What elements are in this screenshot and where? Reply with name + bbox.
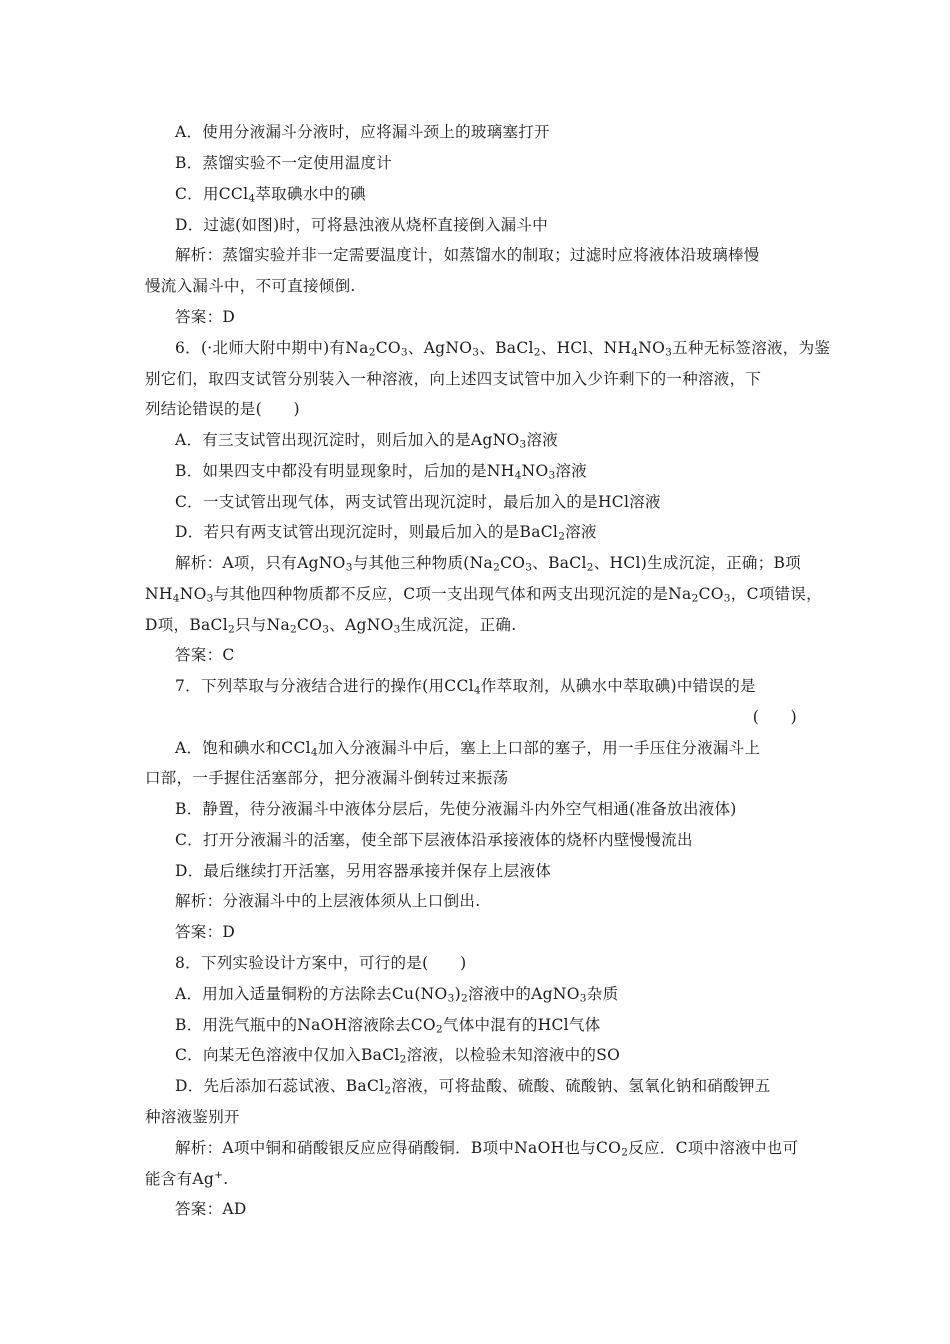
subscript: 4 [473,684,481,697]
text-run: 只与Na [235,616,291,634]
text-line [175,890,845,912]
text-run: 能含有Ag [145,1170,215,1188]
text-run: 溶液中的AgNO [467,985,580,1003]
subscript: 3 [345,561,353,574]
subscript: 2 [493,561,501,574]
text-run: C．打开分液漏斗的活塞，使全部下层液体沿承接液体的烧杯内壁慢慢流出 [175,831,693,849]
text-run: 溶液，以检验未知溶液中的SO [406,1046,621,1064]
text-line [175,183,845,205]
text-line [175,952,845,974]
text-line [145,1168,815,1190]
text-run: C．向某无色溶液中仅加入BaCl [175,1046,400,1064]
text-line [175,860,845,882]
subscript: 4 [514,469,522,482]
subscript: 3 [579,992,587,1005]
text-run: 种溶液鉴别开 [145,1108,240,1126]
subscript: 2 [368,346,376,359]
text-run: 8．下列实验设计方案中，可行的是( ) [175,954,467,972]
text-run: 溶液 [526,431,559,449]
text-line [175,1137,845,1159]
text-run: 答案：D [175,923,236,941]
text-run: 口部，一手握住活塞部分，把分液漏斗倒转过来振荡 [145,769,509,787]
text-run: 加入分液漏斗中后，塞上上口部的塞子，用一手压住分液漏斗上 [317,739,761,757]
text-run: NO [638,339,666,357]
text-run: 6．(·北师大附中期中)有Na [175,339,369,357]
text-line [145,398,815,420]
text-line [175,1198,845,1220]
text-run: A．有三支试管出现沉淀时，则后加入的是AgNO [175,431,520,449]
subscript: 3 [519,438,527,451]
text-run: CO [297,616,323,634]
text-run: 答案：AD [175,1200,247,1218]
subscript: 2 [384,1084,392,1097]
text-run: D．最后继续打开活塞，另用容器承接并保存上层液体 [175,862,552,880]
text-run: 与其他三种物质(Na [352,554,494,572]
text-line [175,798,845,820]
text-run: 解析：蒸馏实验并非一定需要温度计，如蒸馏水的制取；过滤时应将液体沿玻璃棒慢 [175,246,760,264]
text-run: 作萃取剂，从碘水中萃取碘)中错误的是 [480,677,756,695]
text-line [753,706,797,728]
text-run: B．如果四支中都没有明显现象时，后加的是NH [175,462,515,480]
subscript: 2 [621,1146,629,1159]
text-run: 溶液，可将盐酸、硫酸、硫酸钠、氢氧化钠和硝酸钾五 [391,1077,771,1095]
text-run: 慢流入漏斗中，不可直接倾倒. [145,277,356,295]
text-line [145,583,822,605]
text-run: B．用洗气瓶中的NaOH溶液除去CO [175,1016,436,1034]
text-run: B．静置，待分液漏斗中液体分层后，先使分液漏斗内外空气相通(准备放出液体) [175,800,737,818]
text-line [175,460,845,482]
subscript: 3 [665,346,673,359]
text-run: 气体中混有的HCl气体 [442,1016,601,1034]
text-run: 、BaCl [479,339,534,357]
subscript: 4 [172,592,180,605]
text-run: A．使用分液漏斗分液时，应将漏斗颈上的玻璃塞打开 [175,123,550,141]
text-line [175,121,845,143]
text-run: CO [375,339,401,357]
text-run: B．蒸馏实验不一定使用温度计 [175,154,393,172]
text-run: 列结论错误的是( ) [145,400,300,418]
subscript: 3 [206,592,214,605]
text-line [175,429,845,451]
text-run: 、AgNO [329,616,394,634]
text-line [175,644,845,666]
text-run: NO [521,462,549,480]
text-run: C．一支试管出现气体，两支试管出现沉淀时，最后加入的是HCl溶液 [175,493,661,511]
text-line [175,921,845,943]
text-line [175,1044,845,1066]
subscript: 3 [322,623,330,636]
subscript: 2 [290,623,298,636]
text-run: 、HCl、NH [540,339,632,357]
subscript: 2 [435,1023,443,1036]
text-line [145,1106,815,1128]
subscript: 4 [248,192,256,205]
text-line [175,337,845,359]
subscript: 3 [525,561,533,574]
text-run: 、BaCl [532,554,587,572]
text-line [175,552,845,574]
text-run: 溶液 [565,523,597,541]
subscript: 4 [310,746,318,759]
subscript: 2 [586,561,594,574]
text-run: A．用加入适量铜粉的方法除去Cu(NO [175,985,448,1003]
text-line [175,152,845,174]
text-line [175,675,845,697]
text-run: 与其他四种物质都不反应，C项一支出现气体和两支出现沉淀的是Na [213,585,692,603]
text-run: CO [500,554,526,572]
subscript: 2 [460,992,468,1005]
text-line [175,983,845,1005]
subscript: 3 [723,592,731,605]
subscript: 3 [548,469,556,482]
text-line [175,737,845,759]
text-line [175,491,845,513]
text-run: 解析：分液漏斗中的上层液体须从上口倒出. [175,892,481,910]
text-line [175,1014,845,1036]
text-run: . [223,1170,229,1188]
subscript: 2 [227,623,235,636]
text-run: ，C项错误， [730,585,822,603]
text-run: ) [454,985,461,1003]
text-run: 五种无标签溶液，为鉴 [672,339,831,357]
subscript: 3 [393,623,401,636]
text-line [175,214,845,236]
text-line [145,368,815,390]
text-run: 解析：A项，只有AgNO [175,554,346,572]
subscript: 4 [631,346,639,359]
text-run: 答案：C [175,646,235,664]
text-line [175,244,845,266]
text-run: 溶液 [555,462,588,480]
text-line [175,1075,845,1097]
text-run: 7．下列萃取与分液结合进行的操作(用CCl [175,677,474,695]
text-run: 萃取碘水中的碘 [255,185,366,203]
text-run: D．若只有两支试管出现沉淀时，则最后加入的是BaCl [175,523,559,541]
text-line [175,306,845,328]
text-run: D项，BaCl [145,616,228,634]
text-run: 、HCl)生成沉淀，正确；B项 [593,554,802,572]
text-run: D．先后添加石蕊试液、BaCl [175,1077,385,1095]
text-run: 答案：D [175,308,236,326]
text-run: 反应．C项中溶液中也可 [628,1139,799,1157]
text-run: ( ) [752,708,797,726]
subscript: 2 [691,592,699,605]
text-run: D．过滤(如图)时，可将悬浊液从烧杯直接倒入漏斗中 [175,216,549,234]
text-run: NH [145,585,173,603]
subscript: 2 [558,530,566,543]
subscript: 3 [447,992,455,1005]
superscript: + [214,1169,224,1182]
text-line [145,275,815,297]
text-run: CO [698,585,724,603]
text-run: 生成沉淀，正确. [400,616,517,634]
text-run: 杂质 [586,985,619,1003]
text-run: NO [179,585,207,603]
text-run: 解析：A项中铜和硝酸银反应应得硝酸铜．B项中NaOH也与CO [175,1139,622,1157]
text-run: A．饱和碘水和CCl [175,739,311,757]
subscript: 2 [533,346,541,359]
text-run: C．用CCl [175,185,249,203]
text-line [175,521,845,543]
subscript: 2 [399,1053,407,1066]
subscript: 3 [400,346,408,359]
text-run: 、AgNO [407,339,473,357]
subscript: 3 [472,346,480,359]
text-line [145,614,815,636]
text-run: 别它们，取四支试管分别装入一种溶液，向上述四支试管中加入少许剩下的一种溶液，下 [145,370,762,388]
text-line [175,829,845,851]
text-line [145,767,815,789]
